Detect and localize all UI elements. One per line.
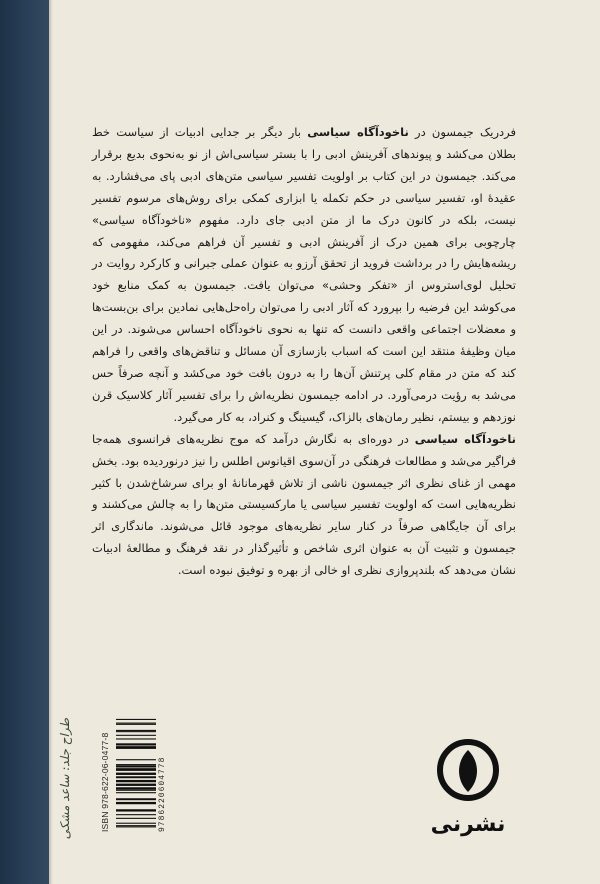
isbn-label: ISBN 978-622-06-0477-8 — [100, 732, 110, 832]
barcode-bar — [116, 738, 156, 739]
publisher-name: نشرنی — [430, 812, 506, 837]
book-title-emphasis: ناخودآگاه سیاسی — [414, 431, 516, 446]
barcode-bar — [116, 818, 156, 819]
spine-shadow — [49, 0, 53, 884]
publisher-logo-icon — [440, 742, 496, 798]
book-title-emphasis: ناخودآگاه سیاسی — [307, 125, 409, 139]
barcode-bar — [116, 765, 156, 767]
barcode-bar — [116, 788, 156, 789]
back-cover-paragraph — [92, 429, 516, 582]
barcode-bar — [116, 759, 156, 760]
barcode-bar — [116, 803, 156, 804]
barcode-bar — [116, 731, 156, 732]
back-cover-paragraph — [92, 122, 516, 429]
barcode-bar — [116, 792, 156, 793]
barcode-bar — [116, 723, 156, 724]
paragraph-text: بار دیگر بر جدایی ادبیات از سیاست خط بطلان می‌کشد و پیوندهای آفرینش ادبی را با بستر سیاسی‌اش از نو به‌نحوی بدیع برقرار می‌کند. جیمسون در این کتاب بر اولویت تفسیر سیاسی متن‌های ادبی پای می‌فشارد. به عقیدهٔ او، تفسیر سیاسی در حکم تکمله یا ابزاری کمکی برای روش‌های مرسوم تفسیر نیست، بلکه در کانون درک ما از متن ادبی جای دارد. مفهوم «ناخودآگاه سیاسی» چارچوبی برای همین درک از آفرینش ادبی و تفسیر آن فراهم می‌کند، مفهومی که ریشه‌هایش را در برداشت فروید از تحقق آرزو به عنوان عملی جبرانی و کارکرد روایت در تحلیل لوی‌استروس از «تفکر وحشی» می‌توان یافت. جیمسون به کمک منابع خود می‌کوشد این فرضیه را بپرورد که آثار ادبی را می‌توان راه‌حل‌هایی نمادین برای بن‌بست‌ها و معضلات اجتماعی واقعی دانست که تنها به نحوی ناخودآگاه احساس می‌شوند. در این میان وظیفهٔ منتقد این است که اسباب بازسازی آن مسائل و تناقض‌های واقعی را فراهم کند که متن در مقام کلی پرتنش آن‌ها را به درون بافت خود می‌کشد و آنچه صرفاً حس می‌شد به رؤیت درمی‌آورد. در ادامه جیمسون نظریه‌اش را برای تفسیر آثار کلاسیک قرن نوزدهم و بیستم، نظیر رمان‌های بالزاک، گیسینگ و کنراد، به کار می‌گیرد. — [92, 125, 516, 424]
cover-designer-signature: طراح جلد: ساعد مشکی — [58, 718, 72, 840]
barcode-bar — [116, 724, 156, 725]
barcode-bar — [116, 785, 156, 786]
barcode-bar — [116, 743, 156, 745]
barcode-bar — [116, 774, 156, 775]
barcode-bar — [116, 825, 156, 826]
barcode-bar — [116, 746, 156, 747]
barcode-bar — [116, 776, 156, 778]
barcode-bar — [116, 798, 156, 800]
barcode-bar — [116, 781, 156, 782]
barcode-bar — [116, 768, 156, 769]
barcode-bar — [116, 810, 156, 811]
book-spine — [0, 0, 49, 884]
barcode-bar — [116, 735, 156, 736]
barcode-bar — [116, 790, 156, 791]
barcode-bar — [116, 719, 156, 720]
barcode-bar — [116, 730, 156, 731]
barcode-bar — [116, 814, 156, 815]
barcode-bar — [116, 764, 156, 765]
barcode-digits: 9786220604778 — [158, 756, 167, 832]
paragraph-text: در دوره‌ای به نگارش درآمد که موج نظریه‌های فرانسوی همه‌جا فراگیر می‌شد و مطالعات فرهنگی در آن‌سوی اقیانوس اطلس را نیز درنوردیده بود. بخش مهمی از غنای نظری اثر جیمسون ناشی از تلاش قهرمانانهٔ او برای سرشاخ‌شدن با کثیر نظریه‌هایی است که اولویت تفسیر سیاسی یا مارکسیستی متن‌ها را به چالش می‌کشند و برای آن جایگاهی صرفاً در کنار سایر نظریه‌های موجود قائل می‌شوند. ماندگاری اثر جیمسون و تثبیت آن به عنوان اثری شاخص و تأثیرگذار در نقد فرهنگ و مطالعهٔ ادبیات نشان می‌دهد که بلندپروازی نظری او خالی از بهره و توفیق نبوده است. — [92, 431, 516, 578]
barcode-bar — [116, 826, 156, 827]
barcode-bar — [116, 747, 156, 749]
barcode-bar — [116, 823, 156, 824]
barcode — [116, 712, 156, 832]
barcode-bar — [116, 769, 156, 771]
back-cover-text — [92, 122, 516, 582]
paragraph-text: فردریک جیمسون در — [408, 125, 516, 139]
